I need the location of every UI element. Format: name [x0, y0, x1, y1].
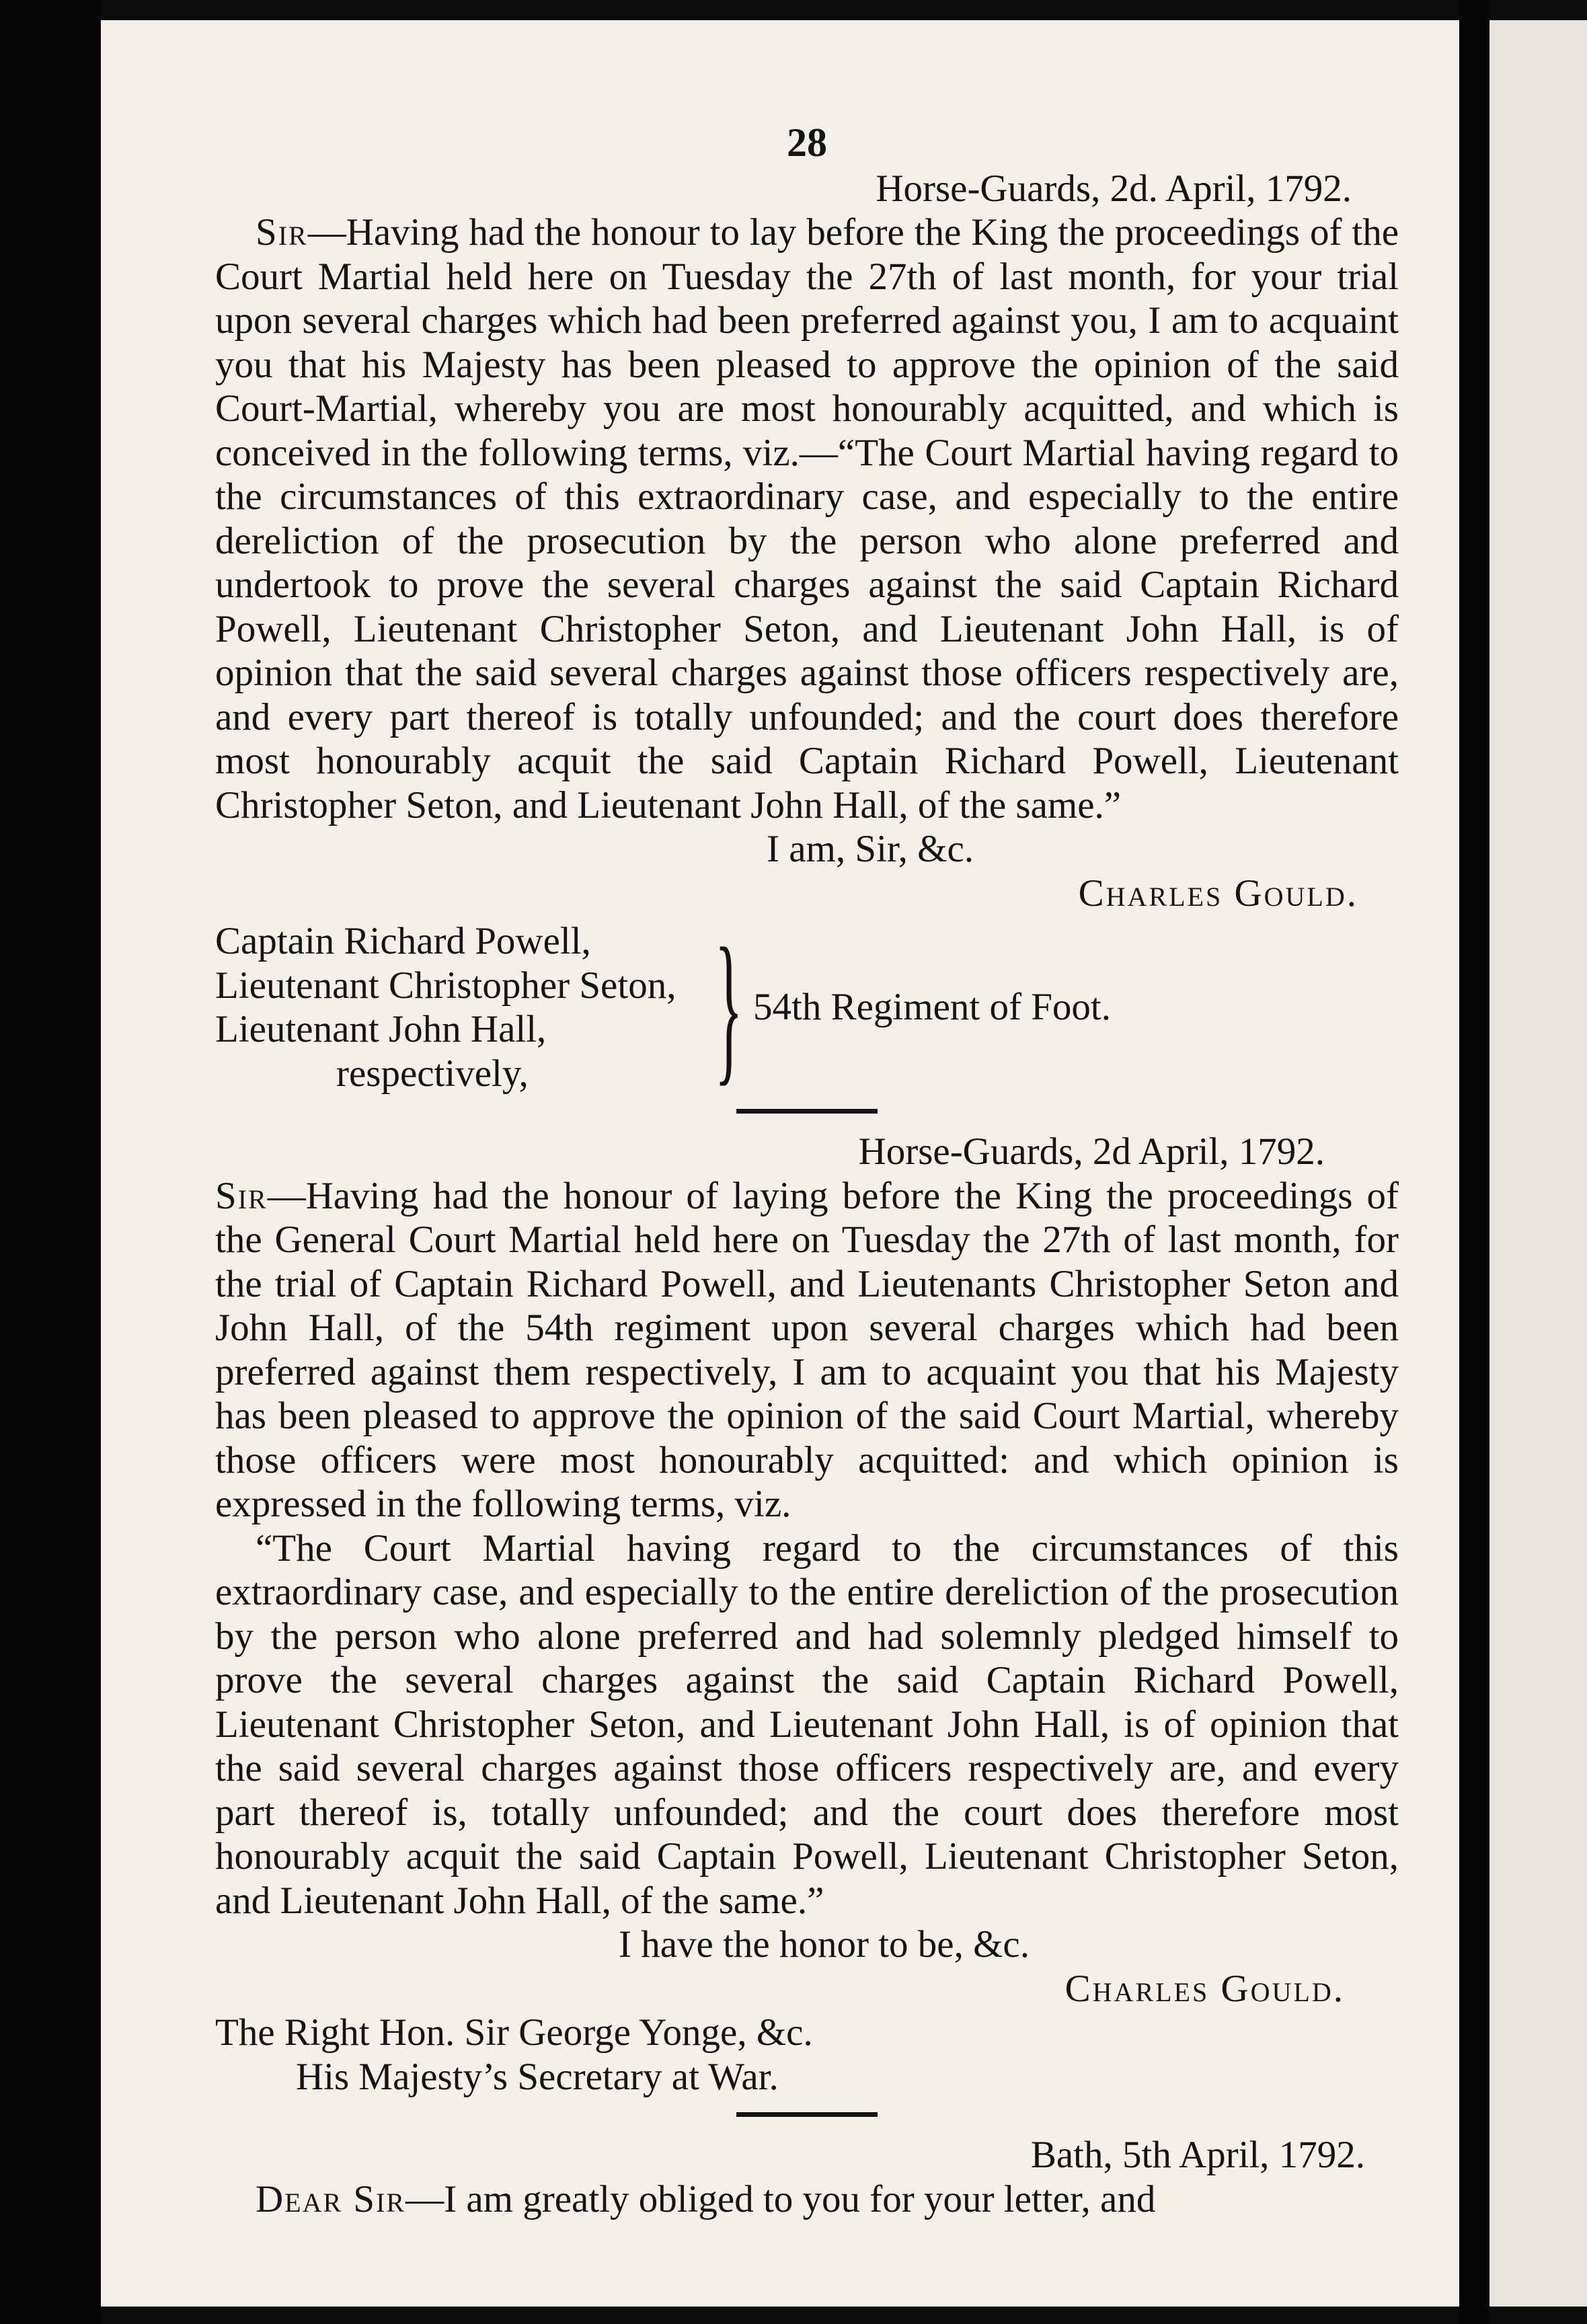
addressee-line: Lieutenant John Hall, — [215, 1008, 547, 1050]
letter2-signature: Charles Gould. — [1065, 1967, 1345, 2010]
letter2-closing: I have the honor to be, &c. — [619, 1923, 1030, 1966]
letter2-quote: “The Court Martial having regard to the circumstances of this extraordinary case, and especially to the entire dereliction of the prosecution by the person who alone preferred and had solemnly pledged himself to prove the several charges against the said Captain Richard Powell, Lieutenant Christopher Seton, and Lieutenant John Hall, is of opinion that the said several charges against those officers respectively are, and every part thereof is, totally unfounded; and the court does therefore most honourably acquit the said Captain Powell, Lieutenant Christopher Seton, and Lieutenant John Hall, of the same.” — [215, 1526, 1399, 1922]
page-number: 28 — [787, 120, 827, 165]
regiment-label: 54th Regiment of Foot. — [753, 986, 1111, 1029]
addressee-line: Captain Richard Powell, — [215, 920, 591, 962]
curly-brace-glyph: } — [714, 914, 743, 1100]
letter3-salutation: Dear Sir — [256, 2177, 406, 2220]
letter1-signature: Charles Gould. — [1078, 872, 1358, 915]
letter3-body-text: —I am greatly obliged to you for your letter, and — [405, 2177, 1156, 2220]
letter3-dateline: Bath, 5th April, 1792. — [1030, 2134, 1365, 2176]
left-binding-shadow — [0, 0, 101, 2324]
addressee-names — [215, 919, 699, 1095]
section-divider — [736, 2112, 878, 2117]
addressee-line: Lieutenant Christopher Seton, — [215, 964, 676, 1007]
letter3-body — [215, 2177, 1399, 2222]
letter1-closing: I am, Sir, &c. — [767, 828, 974, 870]
letter1-body-text: —Having had the honour to lay before the King the proceedings of the Court Martial held here on Tuesday the 27th of last month, for your trial upon several charges which had been preferred against you, I am to acquaint you that his Majesty has been pleased to approve the opinion of the said Court-Martial, whereby you are most honourably acquitted, and which is conceived in the following terms, viz.—“The Court Martial having regard to the circumstances of this extraordinary case, and especially to the entire dereliction of the prosecution by the person who alone preferred and undertook to prove the several charges against the said Captain Richard Powell, Lieutenant Christopher Seton, and Lieutenant John Hall, is of opinion that the said several charges against those officers respectively are, and every part thereof is totally unfounded; and the court does therefore most honourably acquit the said Captain Richard Powell, Lieutenant Christopher Seton, and Lieutenant John Hall, of the same.” — [215, 211, 1399, 826]
section-divider — [736, 1109, 878, 1114]
recipient-line: The Right Hon. Sir George Yonge, &c. — [215, 2011, 813, 2054]
book-page — [101, 20, 1459, 2307]
gutter-shadow — [1459, 0, 1489, 2324]
letter1-salutation: Sir — [256, 211, 308, 254]
letter1-dateline: Horse-Guards, 2d. April, 1792. — [876, 167, 1352, 210]
letter1-body — [215, 210, 1399, 827]
letter2-recipient — [215, 2011, 1399, 2099]
addressee-block — [215, 914, 1399, 1100]
letter2-dateline: Horse-Guards, 2d April, 1792. — [858, 1130, 1325, 1173]
letter2-body — [215, 1174, 1399, 1526]
letter2-body-text: —Having had the honour of laying before the King the proceedings of the General Court Martial held here on Tuesday the 27th of last month, for the trial of Captain Richard Powell, and Lieutenants Christopher Seton and John Hall, of the 54th regiment upon several charges which had been preferred against them respectively, I am to acquaint you that his Majesty has been pleased to approve the opinion of the said Court Martial, whereby those officers were most honourably acquitted: and which opinion is expressed in the following terms, viz. — [215, 1174, 1399, 1525]
page-text — [215, 121, 1399, 2221]
facing-page-edge — [1489, 20, 1587, 2307]
recipient-line: His Majesty’s Secretary at War. — [296, 2055, 779, 2098]
letter2-salutation: Sir — [215, 1174, 268, 1217]
addressee-line: respectively, — [336, 1052, 529, 1095]
